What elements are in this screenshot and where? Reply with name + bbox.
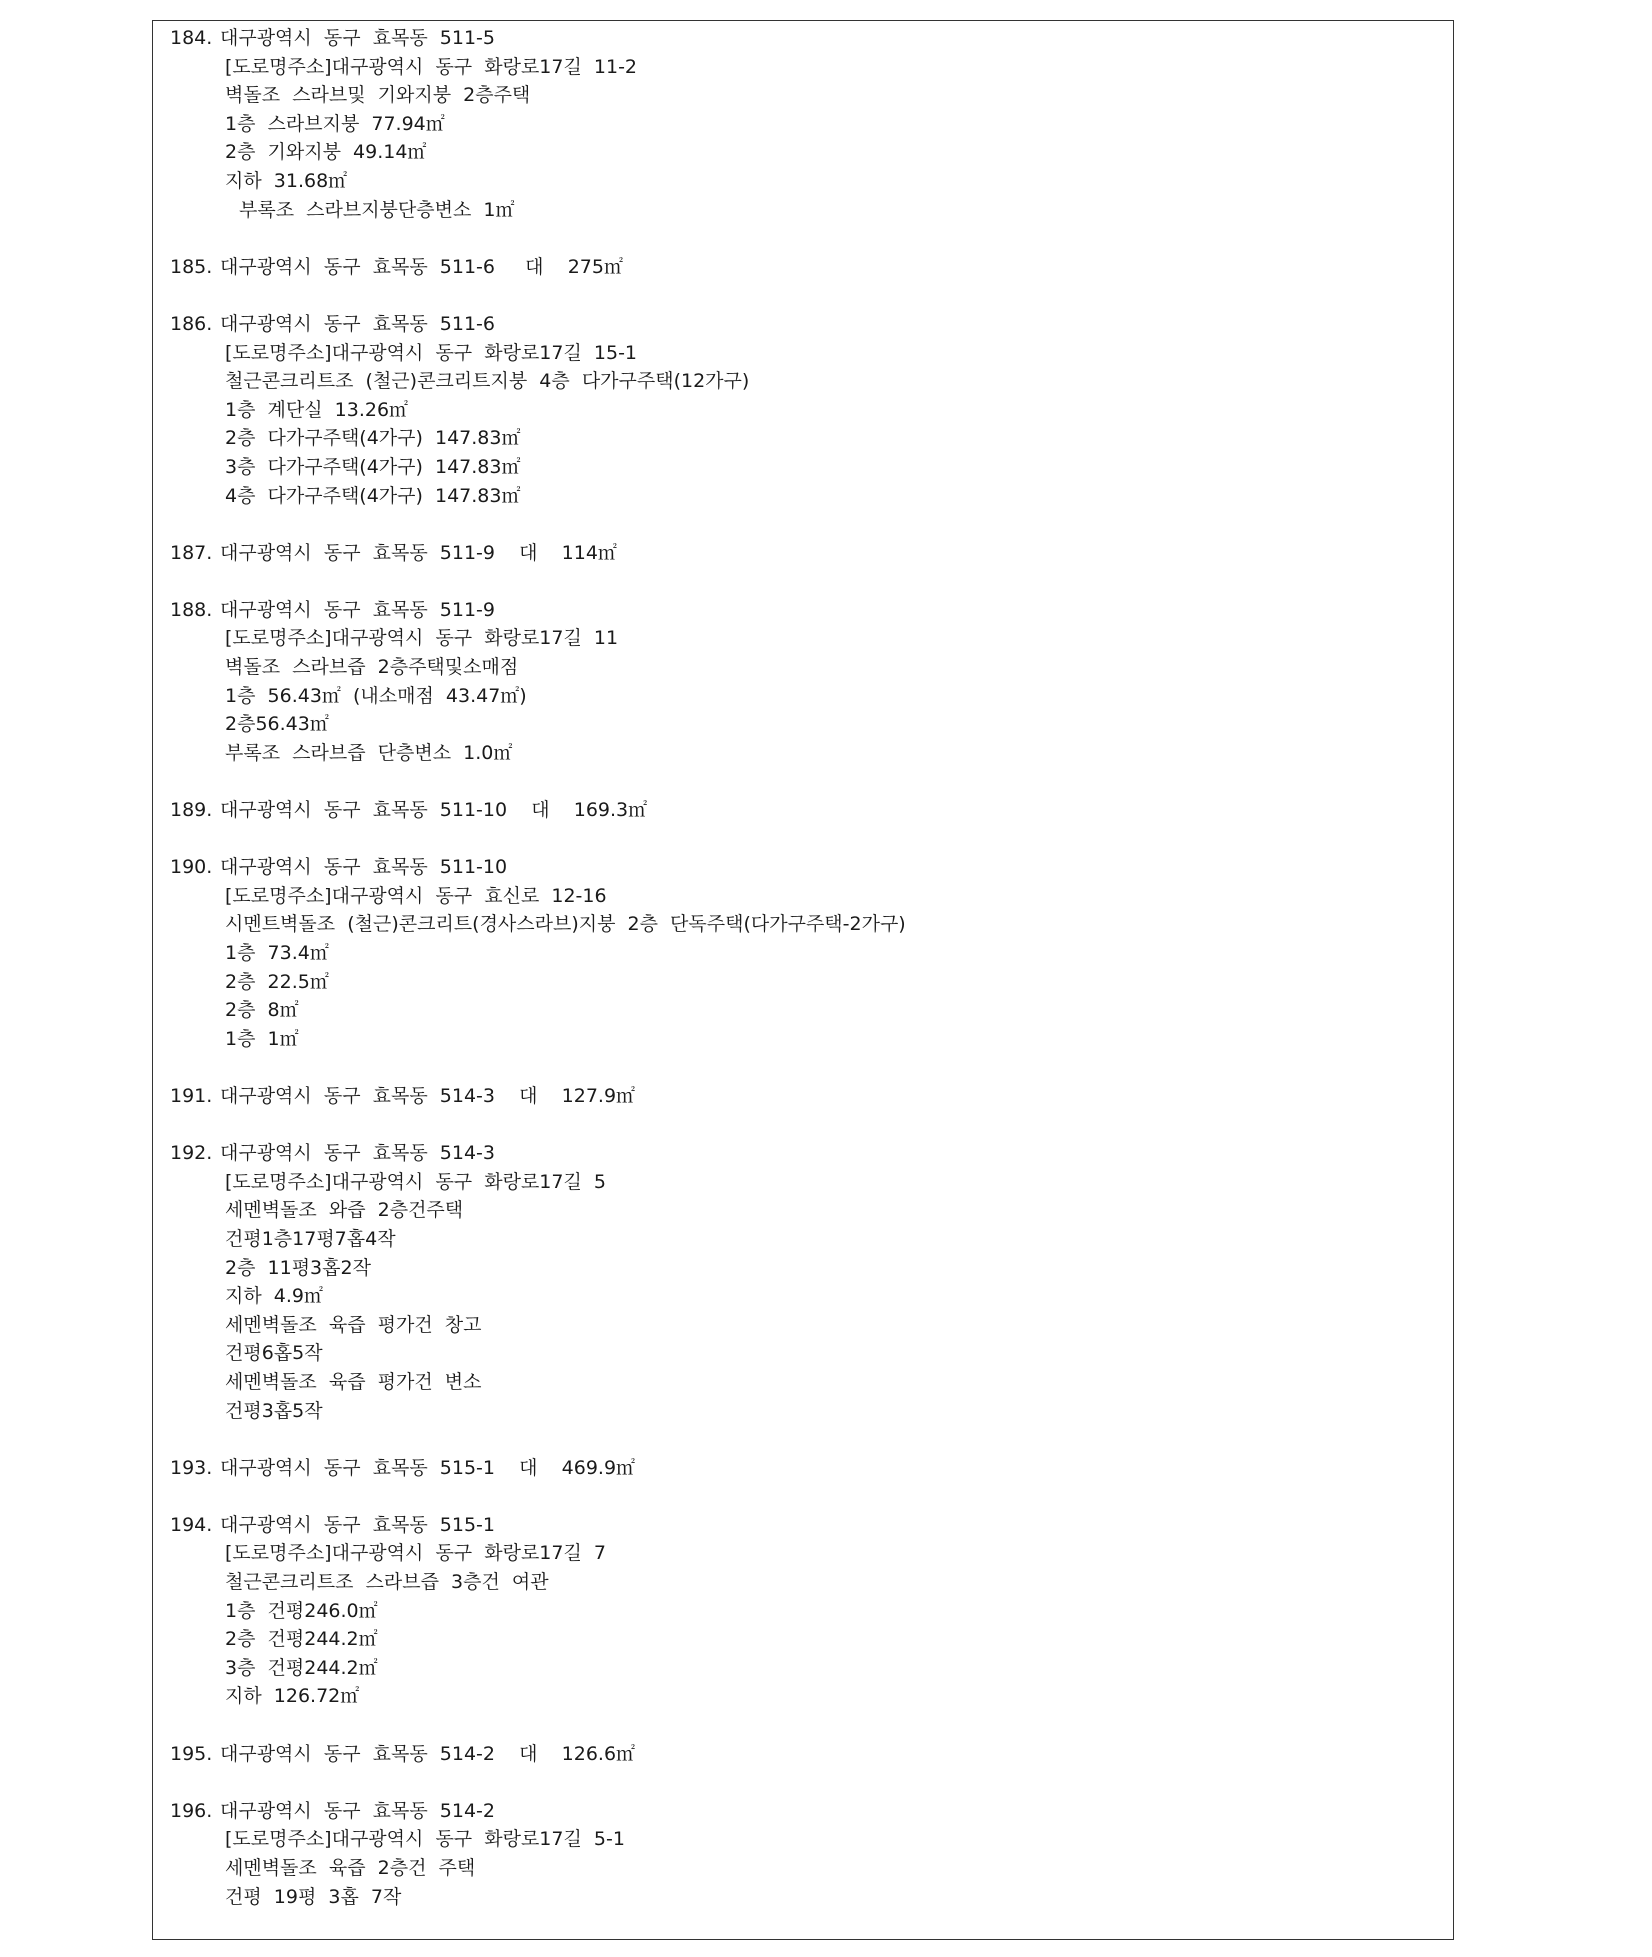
entry-detail-line: 3층 건평244.2㎡ <box>225 1656 378 1679</box>
entry-heading <box>170 24 1430 53</box>
entry-heading <box>170 310 1430 339</box>
entry-detail-line: [도로명주소]대구광역시 동구 화랑로17길 7 <box>225 1542 606 1565</box>
property-entry <box>170 253 1430 282</box>
entry-detail-line: [도로명주소]대구광역시 동구 화랑로17길 15-1 <box>225 341 638 364</box>
entry-address: 대구광역시 동구 효목동 514-2 <box>220 1799 495 1822</box>
entry-address: 대구광역시 동구 효목동 511-6 <box>220 312 495 335</box>
property-entry <box>170 1511 1430 1711</box>
entry-detail-line: 1층 계단실 13.26㎡ <box>225 398 409 421</box>
property-entry <box>170 539 1430 568</box>
entry-number: 189. <box>170 799 213 822</box>
entry-detail-line: 2층 다가구주택(4가구) 147.83㎡ <box>225 427 521 450</box>
entry-detail-line: 1층 73.4㎡ <box>225 942 329 964</box>
entry-detail-line: 1층 건평246.0㎡ <box>225 1599 378 1622</box>
entry-detail-line: 지하 31.68㎡ <box>225 169 348 192</box>
entry-heading <box>170 253 1430 282</box>
entry-detail-line: 철근콘크리트조 스라브즙 3층건 여관 <box>225 1571 549 1594</box>
entry-detail-line: 2층56.43㎡ <box>225 713 329 736</box>
entry-address: 대구광역시 동구 효목동 515-1 <box>220 1513 495 1536</box>
entry-number: 184. <box>170 27 213 49</box>
entry-detail-line: [도로명주소]대구광역시 동구 화랑로17길 11-2 <box>225 55 638 78</box>
entry-heading <box>170 1139 1430 1168</box>
entry-detail-line: 건평 19평 3홉 7작 <box>225 1885 402 1908</box>
entry-address: 대구광역시 동구 효목동 511-10 대 169.3㎡ <box>220 799 648 822</box>
entry-heading <box>170 596 1430 625</box>
property-entry <box>170 596 1430 768</box>
entry-detail-line: 2층 건평244.2㎡ <box>225 1628 378 1651</box>
entry-detail-line: 지하 4.9㎡ <box>225 1285 324 1308</box>
property-entry <box>170 853 1430 1053</box>
entry-heading <box>170 1082 1430 1111</box>
entry-number: 196. <box>170 1799 213 1822</box>
entry-address: 대구광역시 동구 효목동 511-9 대 114㎡ <box>220 541 617 564</box>
entry-address: 대구광역시 동구 효목동 514-3 <box>220 1142 495 1165</box>
entry-detail-line: [도로명주소]대구광역시 동구 화랑로17길 11 <box>225 627 619 650</box>
property-entry <box>170 1797 1430 1911</box>
entry-detail-line: 2층 11평3홉2작 <box>225 1256 371 1279</box>
entry-heading <box>170 1797 1430 1826</box>
entry-number: 186. <box>170 312 213 335</box>
entry-number: 194. <box>170 1513 213 1536</box>
entry-heading <box>170 853 1430 882</box>
entry-detail-line: 건평1층17평7홉4작 <box>225 1227 396 1250</box>
entry-detail-line: 세멘벽돌조 육즙 2층건 주택 <box>225 1857 476 1879</box>
entry-detail-line: [도로명주소]대구광역시 동구 화랑로17길 5-1 <box>225 1828 625 1851</box>
property-entry <box>170 1139 1430 1425</box>
entry-number: 192. <box>170 1142 213 1165</box>
entry-address: 대구광역시 동구 효목동 511-6 대 275㎡ <box>220 255 623 278</box>
property-entry <box>170 796 1430 825</box>
entry-detail-line: 4층 다가구주택(4가구) 147.83㎡ <box>225 484 521 507</box>
entry-detail-line: 부록조 스라브지붕단층변소 1㎡ <box>239 198 515 221</box>
entry-detail-line: 2층 기와지붕 49.14㎡ <box>225 141 427 164</box>
entry-heading <box>170 1454 1430 1483</box>
entry-heading <box>170 796 1430 825</box>
entry-detail-line: 철근콘크리트조 (철근)콘크리트지붕 4층 다가구주택(12가구) <box>225 370 750 393</box>
entry-number: 185. <box>170 255 213 278</box>
entry-detail-line: 세멘벽돌조 육즙 평가건 변소 <box>225 1370 482 1393</box>
entry-number: 188. <box>170 598 213 621</box>
entry-address: 대구광역시 동구 효목동 514-3 대 127.9㎡ <box>220 1084 636 1107</box>
entry-address: 대구광역시 동구 효목동 511-10 <box>220 856 508 879</box>
property-entry <box>170 1082 1430 1111</box>
entry-number: 193. <box>170 1456 213 1479</box>
entry-detail-line: [도로명주소]대구광역시 동구 화랑로17길 5 <box>225 1170 606 1193</box>
entry-detail-line: 1층 1㎡ <box>225 1027 299 1050</box>
entry-address: 대구광역시 동구 효목동 514-2 대 126.6㎡ <box>220 1742 636 1765</box>
entry-detail-line: 벽돌조 스라브즙 2층주택및소매점 <box>225 656 519 679</box>
entry-detail-line: 1층 56.43㎡ (내소매점 43.47㎡) <box>225 684 527 707</box>
entry-detail-line: 세멘벽돌조 육즙 평가건 창고 <box>225 1313 482 1336</box>
entry-detail-line: 벽돌조 스라브및 기와지붕 2층주택 <box>225 84 531 107</box>
entry-detail-line: 시멘트벽돌조 (철근)콘크리트(경사스라브)지붕 2층 단독주택(다가구주택-2가구) <box>225 913 906 936</box>
entry-number: 190. <box>170 856 213 879</box>
property-entry <box>170 24 1430 224</box>
property-entry <box>170 1740 1430 1769</box>
entry-heading <box>170 1511 1430 1540</box>
entry-address: 대구광역시 동구 효목동 515-1 대 469.9㎡ <box>220 1456 636 1479</box>
entry-detail-line: 2층 8㎡ <box>225 999 299 1022</box>
entry-detail-line: 건평6홉5작 <box>225 1342 323 1365</box>
property-entry <box>170 310 1430 510</box>
entry-number: 187. <box>170 541 213 564</box>
entry-number: 195. <box>170 1742 213 1765</box>
entry-detail-line: 1층 스라브지붕 77.94㎡ <box>225 112 445 135</box>
property-entry <box>170 1454 1430 1483</box>
entry-detail-line: [도로명주소]대구광역시 동구 효신로 12-16 <box>225 884 607 907</box>
property-list <box>170 24 1430 1940</box>
entry-address: 대구광역시 동구 효목동 511-5 <box>220 27 495 49</box>
entry-address: 대구광역시 동구 효목동 511-9 <box>220 598 495 621</box>
entry-detail-line: 부록조 스라브즙 단층변소 1.0㎡ <box>225 741 513 764</box>
entry-number: 191. <box>170 1084 213 1107</box>
entry-heading <box>170 1740 1430 1769</box>
entry-heading <box>170 539 1430 568</box>
entry-detail-line: 건평3홉5작 <box>225 1399 323 1422</box>
entry-detail-line: 3층 다가구주택(4가구) 147.83㎡ <box>225 455 521 478</box>
entry-detail-line: 지하 126.72㎡ <box>225 1685 360 1708</box>
entry-detail-line: 세멘벽돌조 와즙 2층건주택 <box>225 1199 464 1222</box>
entry-detail-line: 2층 22.5㎡ <box>225 970 329 993</box>
